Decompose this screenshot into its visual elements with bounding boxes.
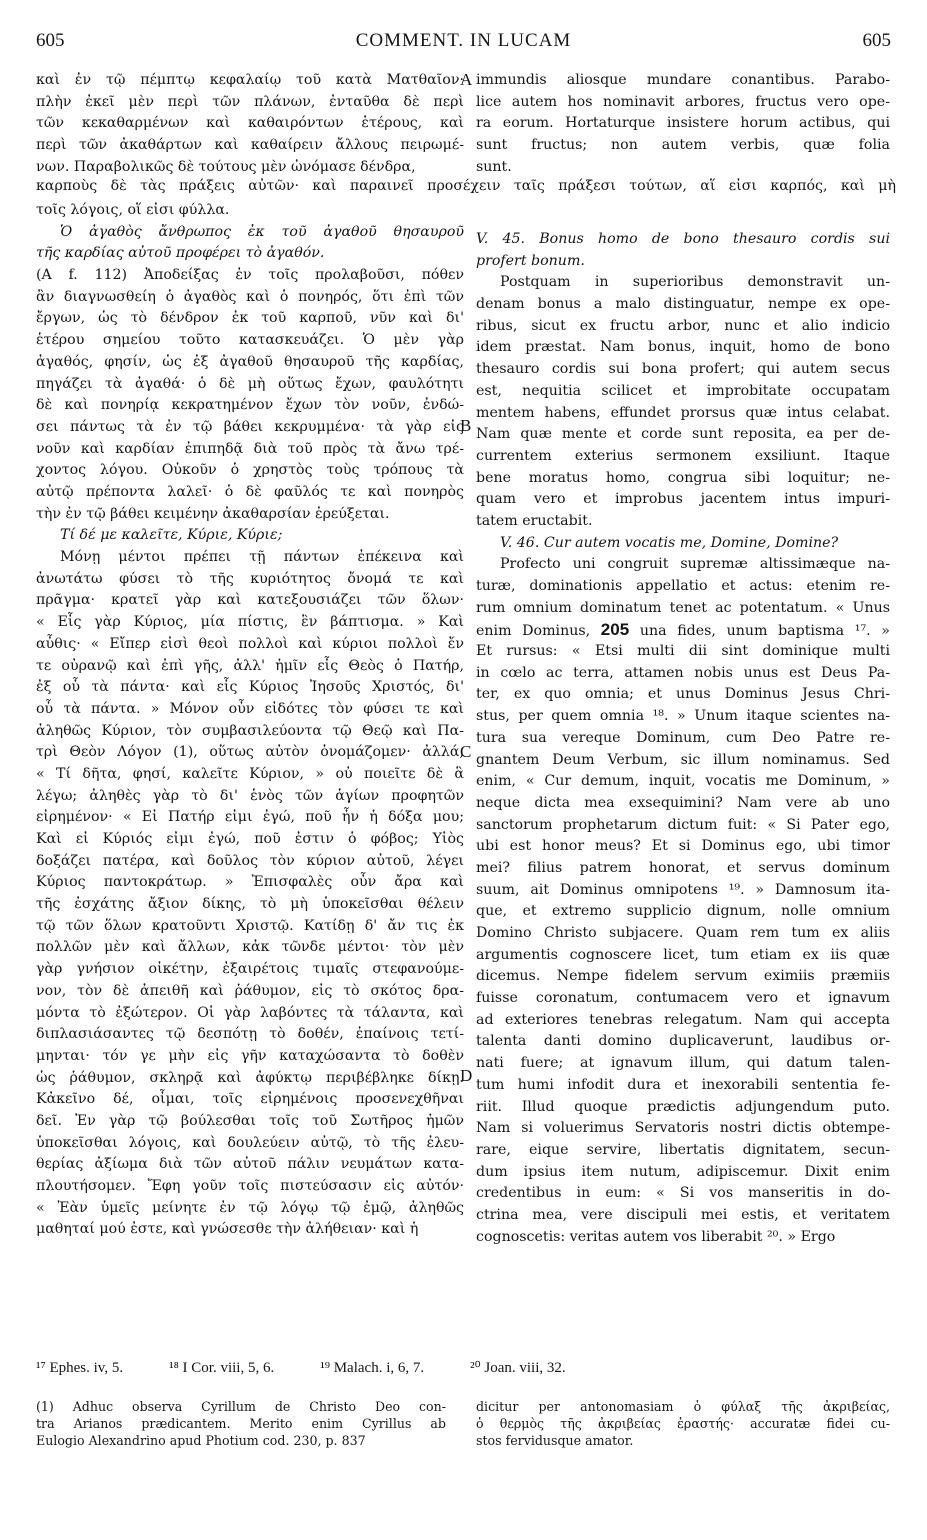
latin-line: Nam si voluerimus Servatoris nostri dictis obtempe- — [476, 1120, 890, 1137]
running-title: COMMENT. IN LUCAM — [355, 30, 572, 51]
margin-marker-b: B — [460, 416, 472, 435]
latin-line: enim, « Cur demum, inquit, vocatis me Dominum, » — [476, 773, 890, 790]
latin-line: currentem exterius sermonem exsiliunt. Itaque — [476, 447, 890, 464]
greek-line: τῆς καρδίας αὐτοῦ προφέρει τὸ ἀγαθόν. — [36, 245, 325, 262]
latin-line: thesauro cordis sui bona profert; qui autem secus — [476, 361, 890, 378]
latin-line: talenta danti domino duplicaverunt, laudibus or- — [476, 1033, 890, 1050]
latin-line: gnantem Deum Verbum, sic illum nominamus. Sed — [476, 751, 890, 768]
running-header — [0, 30, 927, 56]
latin-column-top — [476, 70, 890, 178]
latin-line: sunt fructus; non autem verbis, quæ folia — [476, 137, 890, 154]
greek-line: νοῦν καὶ καρδίαν ἐπιπηδᾷ διὰ τοῦ πρὸς τὰ ἄνω τρέ- — [36, 440, 464, 457]
greek-line: ἐξ οὗ τὰ πάντα· καὶ εἷς Κύριος Ἰησοῦς Χριστός, δι' — [36, 679, 464, 696]
latin-line: bene moratus homo, congrua sibi loquitur; ne- — [476, 469, 890, 486]
greek-line: τρὶ Θεὸν Λόγον (1), οὕτως αὐτὸν ὀνομάζομεν· ἀλλά, — [36, 744, 464, 761]
greek-line: τῷ τῶν ὅλων κρατοῦντι Χριστῷ. Κατίδῃ δ' ἄν τις ἐκ — [36, 917, 464, 934]
greek-line: αὐτῷ πρέποντα λαλεῖ· ὁ δὲ φαῦλός τε καὶ πονηρὸς — [36, 483, 464, 500]
note-line: (1) Adhuc observa Cyrillum de Christo Deo con- — [36, 1399, 446, 1414]
latin-column — [476, 229, 890, 1248]
greek-line: νων. Παραβολικῶς δὲ τούτους μὲν ὠνόμασε δένδρα, — [36, 158, 416, 175]
greek-line: « Ἐὰν ὑμεῖς μείνητε ἐν τῷ λόγῳ τῷ ἐμῷ, ἀληθῶς — [36, 1199, 464, 1216]
latin-line: ra eorum. Hortaturque insistere horum actibus, qui — [476, 115, 890, 132]
latin-line: denam bonus a malo distinguatur, nempe ex ope- — [476, 296, 890, 313]
margin-marker-d: D — [460, 1066, 473, 1085]
greek-line: πρᾶγμα· κρατεῖ γὰρ καὶ κατεξουσιάζει τῶν ὅλων· — [36, 592, 464, 609]
latin-line: enim Dominus, 205 una fides, unum baptisma ¹⁷. » — [476, 620, 890, 640]
greek-line: τὴν ἐν τῷ βάθει κειμένην ἀκαθαρσίαν ἐρεύξεται. — [36, 505, 390, 522]
latin-line: cognoscetis: veritas autem vos liberabit ²⁰. » Ergo — [476, 1228, 836, 1245]
latin-line: est, nequitia scilicet et improbitate occupatam — [476, 382, 890, 399]
page-number-left: 605 — [36, 30, 65, 51]
greek-line: μαθηταί μού ἐστε, καὶ γνώσεσθε τὴν ἀλήθειαν· καὶ ἡ — [36, 1221, 419, 1238]
greek-line: δὲ καὶ πονηρίᾳ κεκρατημένον ἔχων τὸν νοῦν, ἐνδώ- — [36, 397, 464, 414]
page-number-right: 605 — [862, 30, 891, 51]
latin-line: Profecto uni congruit supremæ altissimæque na- — [500, 556, 890, 573]
greek-line: λέγω; ἀληθὲς γὰρ τὸ δι' ἑνὸς τῶν ἁγίων προφητῶν — [36, 787, 464, 804]
greek-line: « Εἷς γὰρ Κύριος, μία πίστις, ἓν βάπτισμα. » Καὶ — [36, 614, 464, 631]
greek-column — [36, 200, 464, 1241]
greek-line: νον, τὸν δὲ ἀπειθῆ καὶ ῥάθυμον, εἰς τὸ σκότος δρα- — [36, 982, 464, 999]
latin-line: stus, per quem omnia ¹⁸. » Unum itaque scientes na- — [476, 708, 890, 725]
latin-line: argumentis cognoscere licet, tum etiam ex iis quæ — [476, 946, 890, 963]
latin-line: ad exteriores tenebras relegatum. Nam qui accepta — [476, 1011, 890, 1028]
footnote: ¹⁹ Malach. i, 6, 7. — [320, 1360, 425, 1376]
latin-line: riit. Illud quoque prædictis adjungendum puto. — [476, 1098, 890, 1115]
latin-line: credentibus in eum: « Si vos manseritis in do- — [476, 1185, 890, 1202]
latin-line: sanctorum prophetarum dictum fuit: « Si Pater ego, — [476, 816, 890, 833]
latin-line: rare, eique servire, libertatis dignitatem, secun- — [476, 1141, 890, 1158]
latin-line: mentem habens, effundet prorsus quæ intus celabat. — [476, 404, 890, 421]
greek-line: πηγάζει τὰ ἀγαθά· ὁ δὲ μὴ οὕτως ἔχων, φαυλότητι — [36, 375, 464, 392]
latin-line: dicemus. Nempe fidelem servum eximiis præmiis — [476, 968, 890, 985]
margin-marker-a: A — [460, 70, 473, 89]
greek-line: Κἀκεῖνο δέ, οἶμαι, τοῖς εἰρημένοις προσενεχθῆναι — [36, 1091, 464, 1108]
latin-line: immundis aliosque mundare conantibus. Parabo- — [476, 72, 890, 88]
greek-line: θερίας ἀξίωμα διὰ τῶν αὐτοῦ πάλιν νευμάτων κατα- — [36, 1156, 464, 1173]
note-line: dicitur per antonomasiam ὁ φύλαξ τῆς ἀκριβείας, — [476, 1399, 890, 1414]
greek-line: μόντα τὸ ἐξώτερον. Οἱ γὰρ λαβόντες τὰ τάλαντα, καὶ — [36, 1004, 464, 1021]
latin-line: turæ, dominationis appellatio et actus: etenim re- — [476, 578, 890, 595]
column-number: 205 — [600, 620, 630, 640]
greek-line: (A f. 112) Ἀποδείξας ἐν τοῖς προλαβοῦσι, πόθεν — [36, 267, 464, 284]
greek-line: χοντος λόγου. Οὐκοῦν ὁ χρηστὸς τοὺς τρόπους τὰ — [36, 462, 464, 479]
latin-line: profert bonum. — [476, 252, 585, 269]
note-line: stos fervidusque amator. — [476, 1433, 634, 1448]
margin-marker-c: C — [460, 742, 472, 761]
greek-line: πλουτήσομεν. Ἔφη γοῦν τοῖς πιστεύσασιν εἰς αὐτόν· — [36, 1178, 464, 1194]
greek-column-top — [36, 70, 464, 178]
latin-line: sunt. — [476, 158, 512, 175]
latin-line: idem præstat. Nam bonus, inquit, homo de bono — [476, 339, 890, 356]
greek-line: περὶ τῶν ἀκαθάρτων καὶ καθαίρειν ἄλλους πειρωμέ- — [36, 137, 464, 154]
latin-line: que, et extremo supplicio dignum, nolle omnium — [476, 903, 890, 920]
greek-line: Μόνῃ μέντοι πρέπει τῇ πάντων ἐπέκεινα καὶ — [60, 549, 464, 566]
latin-line: tura sua vereque Dominum, cum Deo Patre re- — [476, 729, 890, 746]
greek-line: ἀληθῶς Κύριον, τὸν συμβασιλεύοντα τῷ Θεῷ καὶ Πα- — [36, 722, 464, 739]
footnote: ¹⁷ Ephes. iv, 5. — [36, 1360, 124, 1376]
greek-line: ἀνωτάτω φύσει τὸ τῆς κυριότητος ὄνομά τε καὶ — [36, 570, 464, 587]
editor-note-left — [36, 1398, 446, 1449]
latin-line: nati fuere; at ignavum illum, qui datum talen- — [476, 1055, 890, 1072]
latin-line: tatem eructabit. — [476, 512, 593, 529]
greek-line: μηνται· τόν γε μὴν εἰς γῆν καταχώσαντα τὸ δοθὲν — [36, 1047, 464, 1064]
latin-line: rum omnium dominatum tenet ac potentatum. « Unus — [476, 599, 890, 616]
footnotes — [36, 1358, 896, 1377]
greek-line: τοῖς λόγοις, οἵ εἰσι φύλλα. — [36, 202, 230, 218]
greek-line: δοξάζει πατέρα, καὶ δοῦλος τὸν κύριον αὐτοῦ, λέγει — [36, 852, 464, 869]
greek-line: Ὁ ἀγαθὸς ἄνθρωπος ἐκ τοῦ ἀγαθοῦ θησαυροῦ — [60, 223, 464, 240]
greek-line: ὑποκεῖσθαι λόγοις, καὶ δουλεύειν αὐτῷ, τὸ τῆς ἐλευ- — [36, 1134, 464, 1151]
latin-line: ter, ex quo omnia; et unus Dominus Jesus Chri- — [476, 686, 890, 703]
latin-line: ribus, sicut ex fructu arbor, nunc et alio indicio — [476, 317, 890, 334]
latin-line: dum ipsius item nutum, adipiscemur. Dixit enim — [476, 1163, 890, 1180]
greek-line: σει πάντως τὰ ἐν τῷ βάθει κεκρυμμένα· τὰ γὰρ εἰς — [36, 418, 464, 435]
greek-line: ἀγαθός, φησίν, ὡς ἐξ ἀγαθοῦ θησαυροῦ τῆς καρδίας, — [36, 353, 464, 370]
latin-line: ubi est honor meus? Et si Dominus ego, ubi timor — [476, 838, 890, 855]
note-line: Eulogio Alexandrino apud Photium cod. 230, p. 837 — [36, 1433, 366, 1448]
greek-line: Τί δέ με καλεῖτε, Κύριε, Κύριε; — [60, 527, 283, 544]
editor-note-right — [476, 1398, 890, 1449]
greek-line: Καὶ εἰ Κύριός εἰμι ἐγώ, ποῦ ἐστιν ὁ φόβος; Υἱὸς — [36, 831, 464, 847]
latin-line: tum humi infodit dura et inexorabili sententia fe- — [476, 1076, 890, 1093]
latin-line: V. 45. Bonus homo de bono thesauro cordis sui — [476, 231, 890, 247]
latin-line: neque dicta mea exsequimini? Nam vere ab uno — [476, 794, 890, 811]
latin-line: in cœlo ac terra, attamen nobis unus est Deus Pa- — [476, 664, 890, 681]
latin-line: V. 46. Cur autem vocatis me, Domine, Domine? — [500, 534, 839, 551]
greek-line: πολλῶν μὲν καὶ ἄλλων, κἀκ τῶνδε μέντοι· τὸν μὲν — [36, 939, 464, 956]
latin-line: lice autem hos nominavit arbores, fructus vero ope- — [476, 93, 890, 110]
greek-line: εἰρημένον· « Εἰ Πατήρ εἰμι ἐγώ, ποῦ ἦν ἡ δόξα μου; — [36, 809, 464, 826]
latin-line: Nam quæ mente et corde sunt reposita, ea per de- — [476, 426, 890, 443]
greek-line: διπλασιάσαντες τῷ δεσπότῃ τὸ δοθέν, ἐπαίνοις τετί- — [36, 1026, 464, 1043]
footnote: ²⁰ Joan. viii, 32. — [470, 1360, 566, 1376]
greek-line: Κύριος παντοκράτωρ. » Ἐπισφαλὲς οὖν ἄρα καὶ — [36, 874, 464, 891]
greek-line: ἔργων, ὡς τὸ δένδρον ἐκ τοῦ καρποῦ, νῦν καὶ δι' — [36, 310, 464, 327]
greek-line: ἂν διαγνωσθείη ὁ ἀγαθὸς καὶ ὁ πονηρός, ὅτι ἐπὶ τῶν — [36, 288, 464, 305]
greek-line: οὗ τὰ πάντα. » Μόνον οὖν εἰδότες τὸν φύσει τε καὶ — [36, 700, 464, 717]
latin-line: Et rursus: « Etsi multi dii sint dominique multi — [476, 643, 890, 660]
full-width-line: καρποὺς δὲ τὰς πράξεις αὐτῶν· καὶ παραινεῖ προσέχειν ταῖς πράξεσι τούτων, αἵ εἰσι καρπός, καὶ μὴ — [36, 178, 896, 194]
greek-line: καὶ ἐν τῷ πέμπτῳ κεφαλαίῳ τοῦ κατὰ Ματθαῖον· — [36, 72, 464, 88]
greek-line: τε οὐρανῷ καὶ ἐπὶ γῆς, ἀλλ' ἡμῖν εἷς Θεὸς ὁ Πατήρ, — [36, 657, 464, 674]
greek-line: δεῖ. Ἐν γὰρ τῷ βούλεσθαι τοῖς τοῦ Σωτῆρος ἡμῶν — [36, 1112, 464, 1129]
latin-line: Postquam in superioribus demonstravit un- — [500, 274, 890, 291]
greek-line: τῶν κεκαθαρμένων καὶ καθαιρόντων ἑτέρους, καὶ — [36, 115, 464, 132]
greek-line: πλὴν ἐκεῖ μὲν περὶ τῶν πλάνων, ἐνταῦθα δὲ περὶ — [36, 93, 464, 110]
greek-line: ἑτέρου σημείου τοῦτο κατασκευάζει. Ὁ μὲν γὰρ — [36, 332, 464, 349]
note-line: ὁ θερμὸς τῆς ἀκριβείας ἐραστής· accuratæ fidei cu- — [476, 1416, 890, 1431]
greek-line: ὡς ῥάθυμον, σκληρᾷ καὶ ἀφύκτῳ περιβέβληκε δίκῃ. — [36, 1069, 464, 1086]
greek-line: αὖθις· « Εἴπερ εἰσὶ θεοὶ πολλοὶ καὶ κύριοι πολλοὶ ἔν — [36, 635, 464, 652]
latin-line: Domino Christo subjacere. Quam rem tum ex aliis — [476, 925, 890, 942]
latin-line: suum, ait Dominus omnipotens ¹⁹. » Damnosum ita- — [476, 881, 890, 898]
greek-line: τῆς ἐσχάτης ἄξιον δίκης, τὸ μὴ ὑποκεῖσθαι θέλειν — [36, 896, 464, 913]
note-line: tra Arianos prædicantem. Merito enim Cyrillus ab — [36, 1416, 446, 1431]
latin-line: quam vero et improbus jacentem intus impuri- — [476, 491, 890, 508]
latin-line: ctrina mea, vere discipuli mei estis, et veritatem — [476, 1206, 890, 1223]
greek-line: « Τί δῆτα, φησί, καλεῖτε Κύριον, » οὐ ποιεῖτε δὲ ἃ — [36, 765, 464, 782]
latin-line: fuisse coronatum, contumacem vero et ignavum — [476, 990, 890, 1007]
latin-line: mei? filius patrem honorat, et servus dominum — [476, 859, 890, 876]
footnote: ¹⁸ I Cor. viii, 5, 6. — [169, 1360, 275, 1376]
greek-line: γὰρ γνήσιον οἰκέτην, ἐξαιρέτοις τιμαῖς στεφανούμε- — [36, 961, 464, 978]
